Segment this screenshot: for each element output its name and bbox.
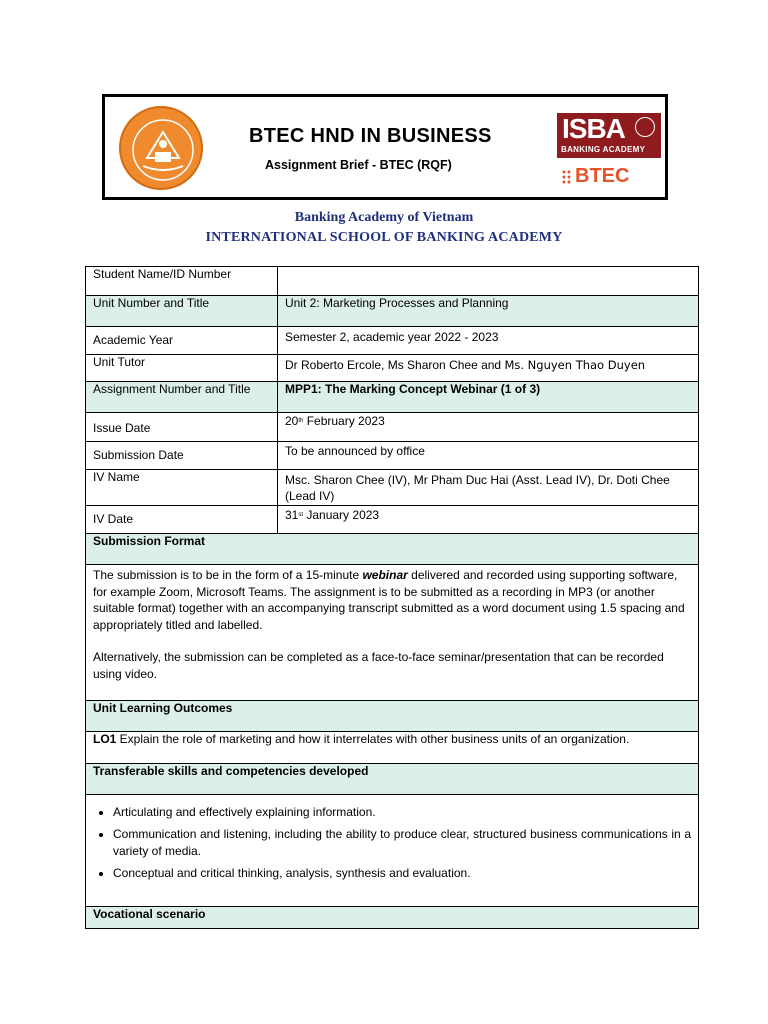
- text-emphasis: webinar: [362, 568, 408, 582]
- globe-icon: [635, 117, 655, 137]
- btec-dots-icon: [562, 169, 574, 185]
- isba-logo: [557, 113, 661, 158]
- table-row: [86, 565, 699, 701]
- iv-month-year: January 2023: [303, 508, 380, 522]
- table-row: [86, 795, 699, 907]
- issue-day-suffix: th: [298, 418, 304, 424]
- table-row: [86, 355, 699, 382]
- row-label: IV Date: [93, 512, 134, 526]
- issue-month-year: February 2023: [303, 414, 385, 428]
- school-name: INTERNATIONAL SCHOOL OF BANKING ACADEMY: [205, 230, 563, 245]
- row-label: Issue Date: [93, 421, 151, 435]
- skills-heading: Transferable skills and competencies developed: [93, 764, 369, 778]
- header-title: BTEC HND IN BUSINESS: [249, 125, 492, 147]
- iv-name-value: Msc. Sharon Chee (IV), Mr Pham Duc Hai (Asst. Lead IV), Dr. Doti Chee (Lead IV): [285, 473, 670, 503]
- row-label: Assignment Number and Title: [93, 382, 251, 396]
- table-row: [86, 764, 699, 795]
- skills-list: [93, 804, 691, 882]
- table-row: [86, 506, 699, 534]
- submission-format-paragraph-1: [93, 565, 691, 633]
- header-banner: [102, 94, 668, 200]
- submission-date-value: To be announced by office: [285, 444, 425, 458]
- table-row: [86, 732, 699, 764]
- row-label: Unit Tutor: [93, 355, 146, 369]
- issue-day: 20: [285, 414, 299, 428]
- row-label: IV Name: [93, 470, 140, 484]
- lo-text: Explain the role of marketing and how it interrelates with other business units of an organization.: [116, 732, 630, 746]
- submission-format-paragraph-2: Alternatively, the submission can be completed as a face-to-face seminar/presentation that can be recorded using video.: [93, 650, 664, 681]
- assignment-title-value: MPP1: The Marking Concept Webinar (1 of 3): [285, 382, 541, 396]
- table-row: [86, 267, 699, 296]
- unit-tutor-value: [285, 355, 691, 372]
- table-row: [86, 442, 699, 470]
- table-row: [86, 413, 699, 442]
- hoc-vien-ngan-hang-logo-icon: [119, 106, 203, 190]
- learning-outcomes-heading: Unit Learning Outcomes: [93, 701, 233, 715]
- header-subtitle: Assignment Brief - BTEC (RQF): [265, 158, 452, 172]
- table-row: [86, 296, 699, 327]
- row-label: Unit Number and Title: [93, 296, 210, 310]
- btec-logo: BTEC: [575, 165, 630, 187]
- issue-date-value: [285, 413, 691, 428]
- text-span: The submission is to be in the form of a 15-minute: [93, 568, 363, 582]
- unit-tutor-extra: Ms. Nguyen Thao Duyen: [504, 358, 646, 372]
- row-label: Academic Year: [93, 333, 174, 347]
- submission-format-heading: Submission Format: [93, 534, 206, 548]
- isba-logo-subtext: BANKING ACADEMY: [561, 145, 646, 154]
- institution-name: Banking Academy of Vietnam: [294, 210, 474, 225]
- table-row: [86, 907, 699, 929]
- iv-day: 31: [285, 508, 299, 522]
- unit-title-value: Unit 2: Marketing Processes and Planning: [285, 296, 509, 310]
- academic-year-value: Semester 2, academic year 2022 - 2023: [285, 330, 499, 344]
- row-label: Student Name/ID Number: [93, 267, 232, 281]
- list-item: • Communication and listening, including the ability to produce clear, structured business communications in a variety of media.: [113, 826, 691, 860]
- assignment-brief-table: [85, 266, 699, 929]
- learning-outcome-lo1: [93, 732, 691, 746]
- text-span: delivered and recorded using supporting software, for example Zoom, Microsoft Teams. The assignment is to be submitted as a recording in MP3 (or another suitable format) together with an accompanying transcript submitted as a word document using 1.5 spacing and appropriately titled and labelled.: [93, 568, 685, 632]
- table-row: [86, 701, 699, 732]
- isba-logo-text: ISBA: [562, 113, 625, 144]
- iv-date-value: [285, 506, 691, 522]
- lo-code: LO1: [93, 732, 117, 746]
- table-row: [86, 470, 699, 506]
- table-row: [86, 327, 699, 355]
- unit-tutor-names: Dr Roberto Ercole, Ms Sharon Chee and: [285, 358, 502, 372]
- row-label: Submission Date: [93, 448, 184, 462]
- list-item: • Conceptual and critical thinking, analysis, synthesis and evaluation.: [113, 865, 691, 882]
- list-item: • Articulating and effectively explaining information.: [113, 804, 691, 821]
- iv-day-suffix: st: [298, 512, 304, 518]
- vocational-scenario-heading: Vocational scenario: [93, 907, 206, 921]
- table-row: [86, 382, 699, 413]
- table-row: [86, 534, 699, 565]
